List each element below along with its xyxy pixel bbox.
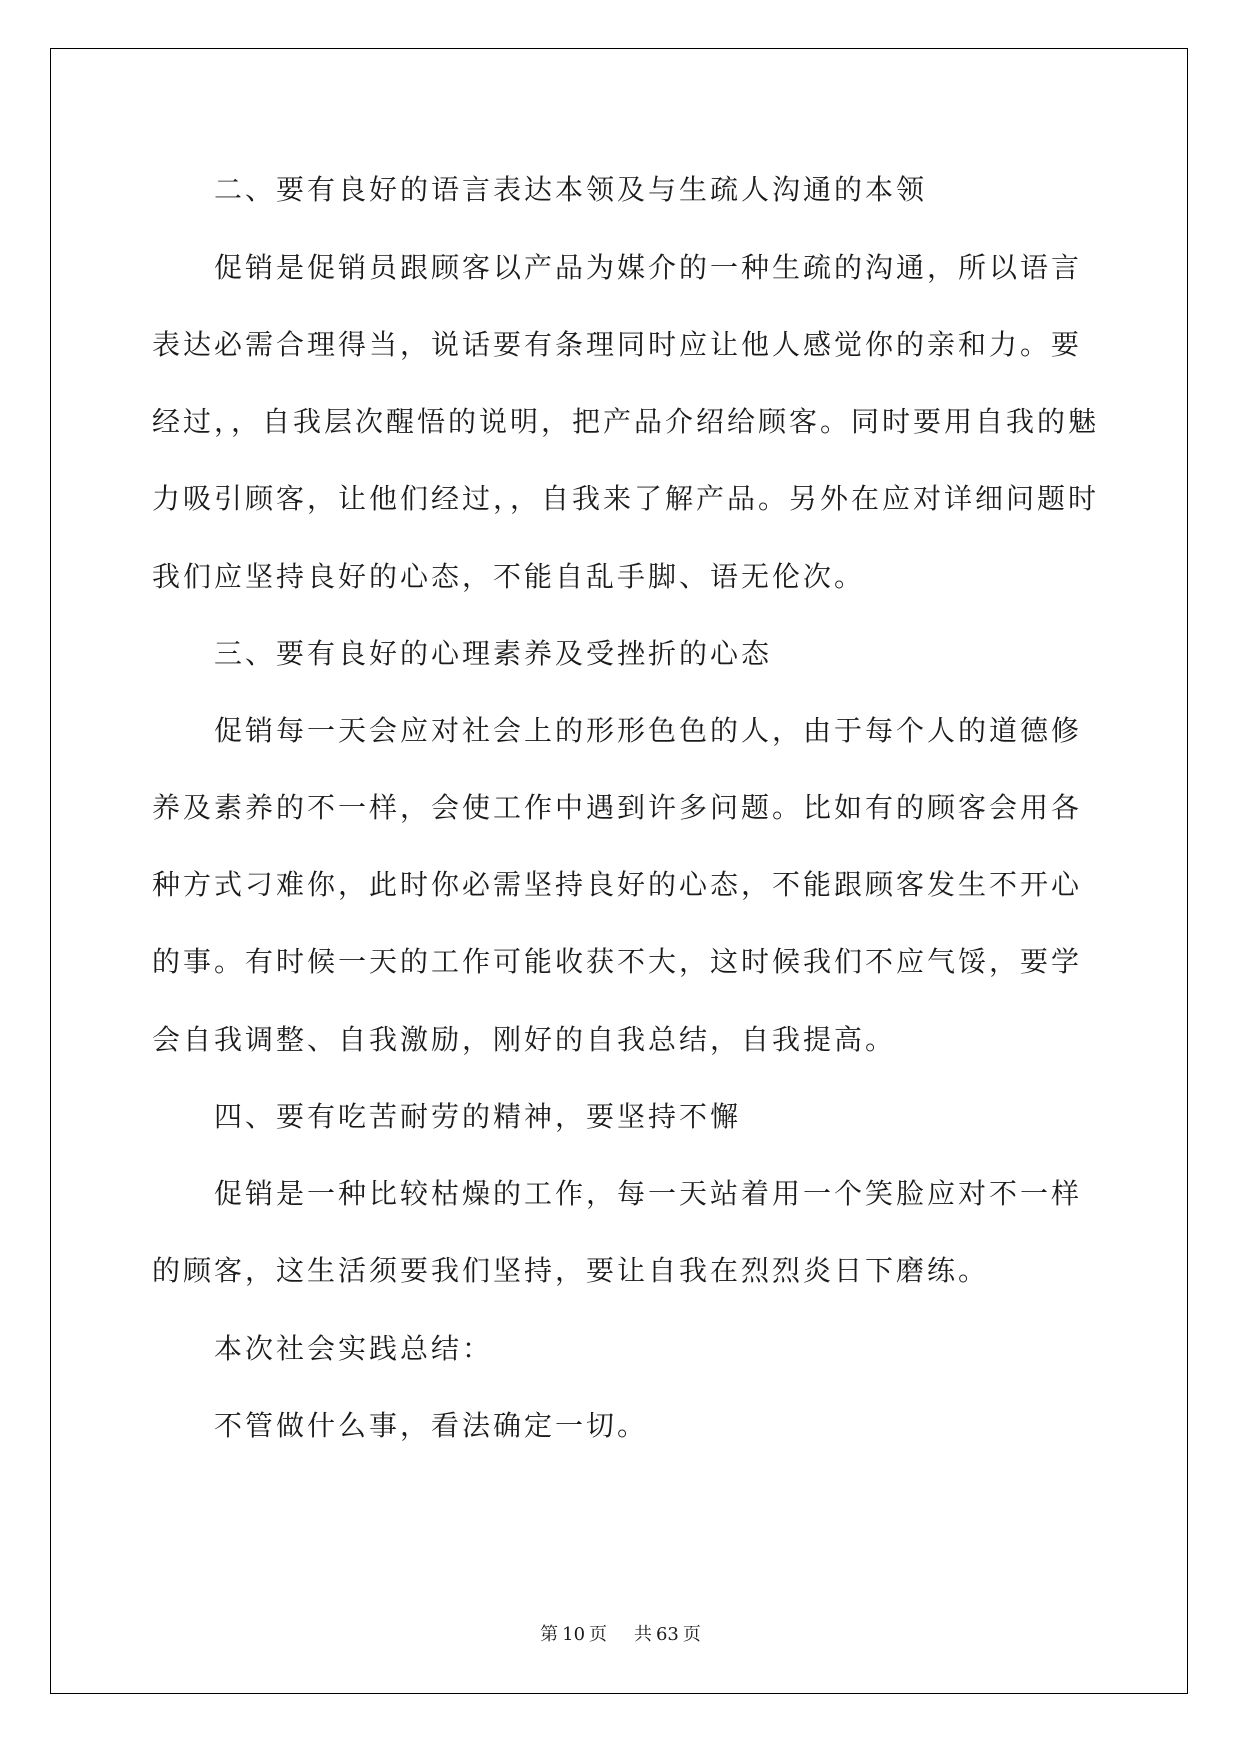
paragraph-line: 经过，，自我层次醒悟的说明，把产品介绍给顾客。同时要用自我的魅 xyxy=(152,405,1100,438)
page-footer xyxy=(0,1620,1241,1646)
section-heading-4: 四、要有吃苦耐劳的精神，要坚持不懈 xyxy=(214,1100,742,1133)
paragraph-line: 养及素养的不一样，会使工作中遇到许多问题。比如有的顾客会用各 xyxy=(152,791,1083,824)
total-prefix: 共 xyxy=(633,1624,652,1645)
paragraph-line: 的顾客，这生活须要我们坚持，要让自我在烈烈炎日下磨练。 xyxy=(152,1254,990,1287)
page-label-suffix: 页 xyxy=(589,1624,608,1645)
page-number: 10 xyxy=(562,1624,586,1645)
paragraph-line: 促销是一种比较枯燥的工作，每一天站着用一个笑脸应对不一样 xyxy=(214,1177,1083,1210)
section-heading-3: 三、要有良好的心理素养及受挫折的心态 xyxy=(214,637,773,670)
paragraph-line: 不管做什么事，看法确定一切。 xyxy=(214,1409,649,1442)
paragraph-line: 促销每一天会应对社会上的形形色色的人，由于每个人的道德修 xyxy=(214,714,1083,747)
paragraph-line: 种方式刁难你，此时你必需坚持良好的心态，不能跟顾客发生不开心 xyxy=(152,868,1083,901)
paragraph-line: 促销是促销员跟顾客以产品为媒介的一种生疏的沟通，所以语言 xyxy=(214,251,1083,284)
paragraph-line: 会自我调整、自我激励，刚好的自我总结，自我提高。 xyxy=(152,1023,897,1056)
total-pages: 63 xyxy=(655,1624,679,1645)
paragraph-line: 我们应坚持良好的心态，不能自乱手脚、语无伦次。 xyxy=(152,560,866,593)
summary-heading: 本次社会实践总结： xyxy=(214,1332,494,1365)
paragraph-line: 表达必需合理得当，说话要有条理同时应让他人感觉你的亲和力。要 xyxy=(152,328,1083,361)
paragraph-line: 力吸引顾客，让他们经过，，自我来了解产品。另外在应对详细问题时 xyxy=(152,482,1100,515)
page-label-prefix: 第 xyxy=(540,1624,559,1645)
section-heading-2: 二、要有良好的语言表达本领及与生疏人沟通的本领 xyxy=(214,173,928,206)
paragraph-line: 的事。有时候一天的工作可能收获不大，这时候我们不应气馁，要学 xyxy=(152,945,1083,978)
total-suffix: 页 xyxy=(682,1624,701,1645)
